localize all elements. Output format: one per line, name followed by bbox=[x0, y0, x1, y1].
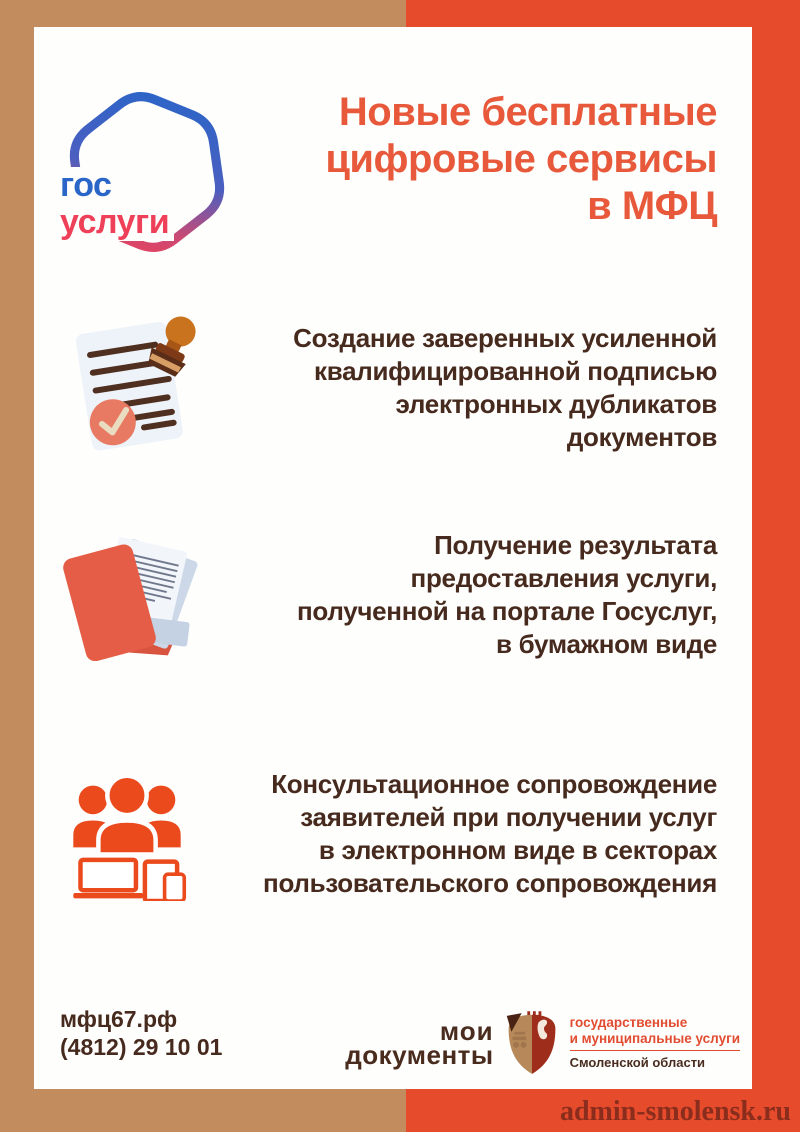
moi-dokumenty-wordmark bbox=[345, 1016, 494, 1070]
service-2-line-3: полученной на портале Госуслуг, bbox=[296, 596, 717, 626]
brand-region-text: Смоленской области bbox=[569, 1055, 706, 1070]
page-title bbox=[197, 89, 717, 230]
contact-block bbox=[60, 1005, 222, 1061]
service-2-line-1: Получение результата bbox=[434, 530, 717, 560]
service-3-line-4: пользовательского сопровождения bbox=[263, 868, 717, 898]
service-1-line-4: документов bbox=[566, 422, 717, 452]
smolensk-emblem-icon bbox=[503, 1009, 561, 1077]
service-3-line-2: заявителей при получении услуг bbox=[300, 802, 717, 832]
service-2-text bbox=[157, 529, 717, 661]
service-3-text bbox=[157, 768, 717, 900]
service-1-line-1: Создание заверенных усиленной bbox=[293, 323, 717, 353]
brand-word-dokumenty: документы bbox=[345, 1040, 494, 1070]
phone-number: (4812) 29 10 01 bbox=[60, 1034, 223, 1060]
credit-site-text: admin-smolensk.ru bbox=[559, 1096, 791, 1127]
moi-dokumenty-brand bbox=[345, 1009, 740, 1077]
content-card bbox=[34, 27, 752, 1089]
service-3-line-3: в электронном виде в секторах bbox=[318, 835, 717, 865]
gosuslugi-word-uslugi: услуги bbox=[58, 204, 174, 241]
service-3-line-1: Консультационное сопровождение bbox=[271, 769, 717, 799]
gosuslugi-word-gos: гос bbox=[58, 167, 116, 204]
brand-tagline-line-2: и муниципальные услуги bbox=[570, 1031, 740, 1051]
service-1-line-2: квалифицированной подписью bbox=[314, 356, 717, 386]
service-2-line-2: предоставления услуги, bbox=[410, 563, 717, 593]
gosuslugi-wordmark bbox=[58, 167, 174, 241]
service-1-text bbox=[157, 322, 717, 454]
title-line-3: в МФЦ bbox=[587, 184, 717, 228]
service-1-line-3: электронных дубликатов bbox=[395, 389, 717, 419]
brand-tagline-line-1: государственные bbox=[569, 1015, 688, 1030]
brand-word-moi: мои bbox=[439, 1016, 494, 1046]
brand-tagline-block bbox=[570, 1015, 740, 1071]
service-2-line-4: в бумажном виде bbox=[496, 629, 717, 659]
title-line-2: цифровые сервисы bbox=[325, 137, 717, 181]
website-text: мфц67.рф bbox=[60, 1006, 178, 1032]
title-line-1: Новые бесплатные bbox=[338, 90, 717, 134]
